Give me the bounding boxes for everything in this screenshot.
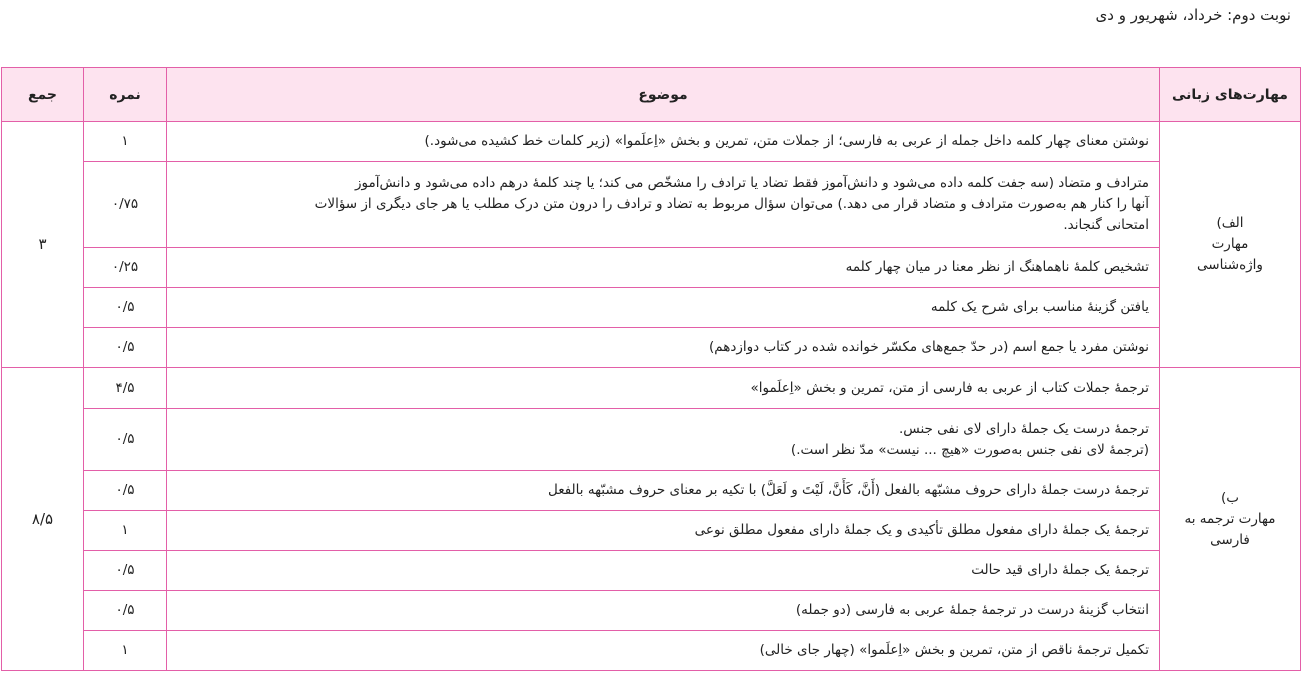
score-cell: ۴/۵ <box>84 368 167 409</box>
topic-cell <box>167 591 1160 631</box>
topic-text-line: ترجمهٔ درست جملهٔ دارای حروف مشبّهه بالفعل (أَنَّ، كَأَنَّ، لَيْتَ و لَعَلَّ) با تکیه بر معنای حروف مشبّهه بالفعل <box>547 482 1149 498</box>
total-cell: ۳ <box>2 122 84 368</box>
topic-cell <box>167 631 1160 671</box>
table-row <box>2 162 1301 248</box>
table-row <box>2 511 1301 551</box>
topic-cell <box>167 551 1160 591</box>
table-row <box>2 288 1301 328</box>
topic-text-line: تشخیص کلمهٔ ناهماهنگ از نظر معنا در میان چهار کلمه <box>845 259 1149 275</box>
topic-cell <box>167 471 1160 511</box>
score-cell: ۰/۵ <box>84 551 167 591</box>
table-row <box>2 631 1301 671</box>
skill-label-line: الف) <box>1216 215 1244 231</box>
topic-text-line: امتحانی گنجاند. <box>1063 217 1149 233</box>
table-row <box>2 591 1301 631</box>
topic-text-line: ترجمهٔ یک جملهٔ دارای قید حالت <box>971 562 1149 578</box>
skill-cell <box>1160 368 1301 671</box>
topic-text-line: (ترجمهٔ لای نفی جنس به‌صورت «هیچ ... نیست» مدّ نظر است.) <box>790 441 1149 458</box>
score-cell: ۰/۷۵ <box>84 162 167 248</box>
score-cell: ۱ <box>84 511 167 551</box>
table-header-row <box>2 68 1301 122</box>
skill-label-line: فارسی <box>1210 531 1250 548</box>
topic-cell <box>167 162 1160 248</box>
score-cell: ۱ <box>84 631 167 671</box>
header-score: نمره <box>84 68 167 122</box>
table-body <box>2 122 1301 671</box>
table-row <box>2 368 1301 409</box>
score-cell: ۰/۵ <box>84 591 167 631</box>
score-cell: ۱ <box>84 122 167 162</box>
topic-text-line: یافتن گزینهٔ مناسب برای شرح یک کلمه <box>930 299 1149 315</box>
topic-cell <box>167 248 1160 288</box>
header-topic: موضوع <box>167 68 1160 122</box>
header-skills: مهارت‌های زبانی <box>1160 68 1301 122</box>
topic-text-line: انتخاب گزینهٔ درست در ترجمهٔ جملهٔ عربی به فارسی (دو جمله) <box>795 602 1149 618</box>
page-header: نوبت دوم: خرداد، شهریور و دی <box>1095 6 1291 24</box>
skill-cell <box>1160 122 1301 368</box>
topic-cell <box>167 122 1160 162</box>
table-row <box>2 328 1301 368</box>
score-cell: ۰/۵ <box>84 288 167 328</box>
table-row <box>2 409 1301 471</box>
score-distribution-table <box>1 67 1301 671</box>
topic-text-line: آنها را کنار هم به‌صورت مترادف و متضاد قرار می دهد.) می‌توان سؤال مربوط به تضاد و ترادف را درون متن درک مطلب یا هر جای دیگری از سؤالات <box>314 196 1149 212</box>
topic-text-line: ترجمهٔ جملات کتاب از عربی به فارسی از متن، تمرین و بخش «اِعلَموا» <box>750 379 1149 396</box>
topic-cell <box>167 328 1160 368</box>
skill-label-line: مهارت <box>1211 236 1249 252</box>
skill-label-line: ب) <box>1221 489 1239 506</box>
topic-text-line: مترادف و متضاد (سه جفت کلمه داده می‌شود و دانش‌آموز فقط تضاد یا ترادف را مشخّص می کند؛ یا چند کلمهٔ درهم داده می‌شود و دانش‌آموز <box>355 175 1149 191</box>
topic-text-line: تکمیل ترجمهٔ ناقص از متن، تمرین و بخش «اِعلَموا» (چهار جای خالی) <box>759 642 1149 658</box>
table-row <box>2 248 1301 288</box>
topic-cell <box>167 511 1160 551</box>
topic-cell <box>167 368 1160 409</box>
header-total: جمع <box>2 68 84 122</box>
topic-text-line: نوشتن معنای چهار کلمه داخل جمله از عربی به فارسی؛ از جملات متن، تمرین و بخش «اِعلَموا» (زیر کلمات خط کشیده می‌شود.) <box>424 133 1149 149</box>
topic-cell <box>167 409 1160 471</box>
total-cell: ۸/۵ <box>2 368 84 671</box>
score-cell: ۰/۵ <box>84 409 167 471</box>
topic-text-line: ترجمهٔ درست یک جملهٔ دارای لای نفی جنس. <box>898 420 1149 437</box>
score-cell: ۰/۵ <box>84 328 167 368</box>
topic-text-line: نوشتن مفرد یا جمع اسم (در حدّ جمع‌های مکسّر خوانده شده در کتاب دوازدهم) <box>709 339 1149 355</box>
table-row <box>2 471 1301 511</box>
topic-cell <box>167 288 1160 328</box>
topic-text-line: ترجمهٔ یک جملهٔ دارای مفعول مطلق تأکیدی و یک جملهٔ دارای مفعول مطلق نوعی <box>694 522 1149 538</box>
score-cell: ۰/۵ <box>84 471 167 511</box>
skill-label-line: واژه‌شناسی <box>1197 257 1263 273</box>
table-row <box>2 551 1301 591</box>
skill-label-line: مهارت ترجمه به <box>1184 510 1276 527</box>
score-cell: ۰/۲۵ <box>84 248 167 288</box>
table-row <box>2 122 1301 162</box>
